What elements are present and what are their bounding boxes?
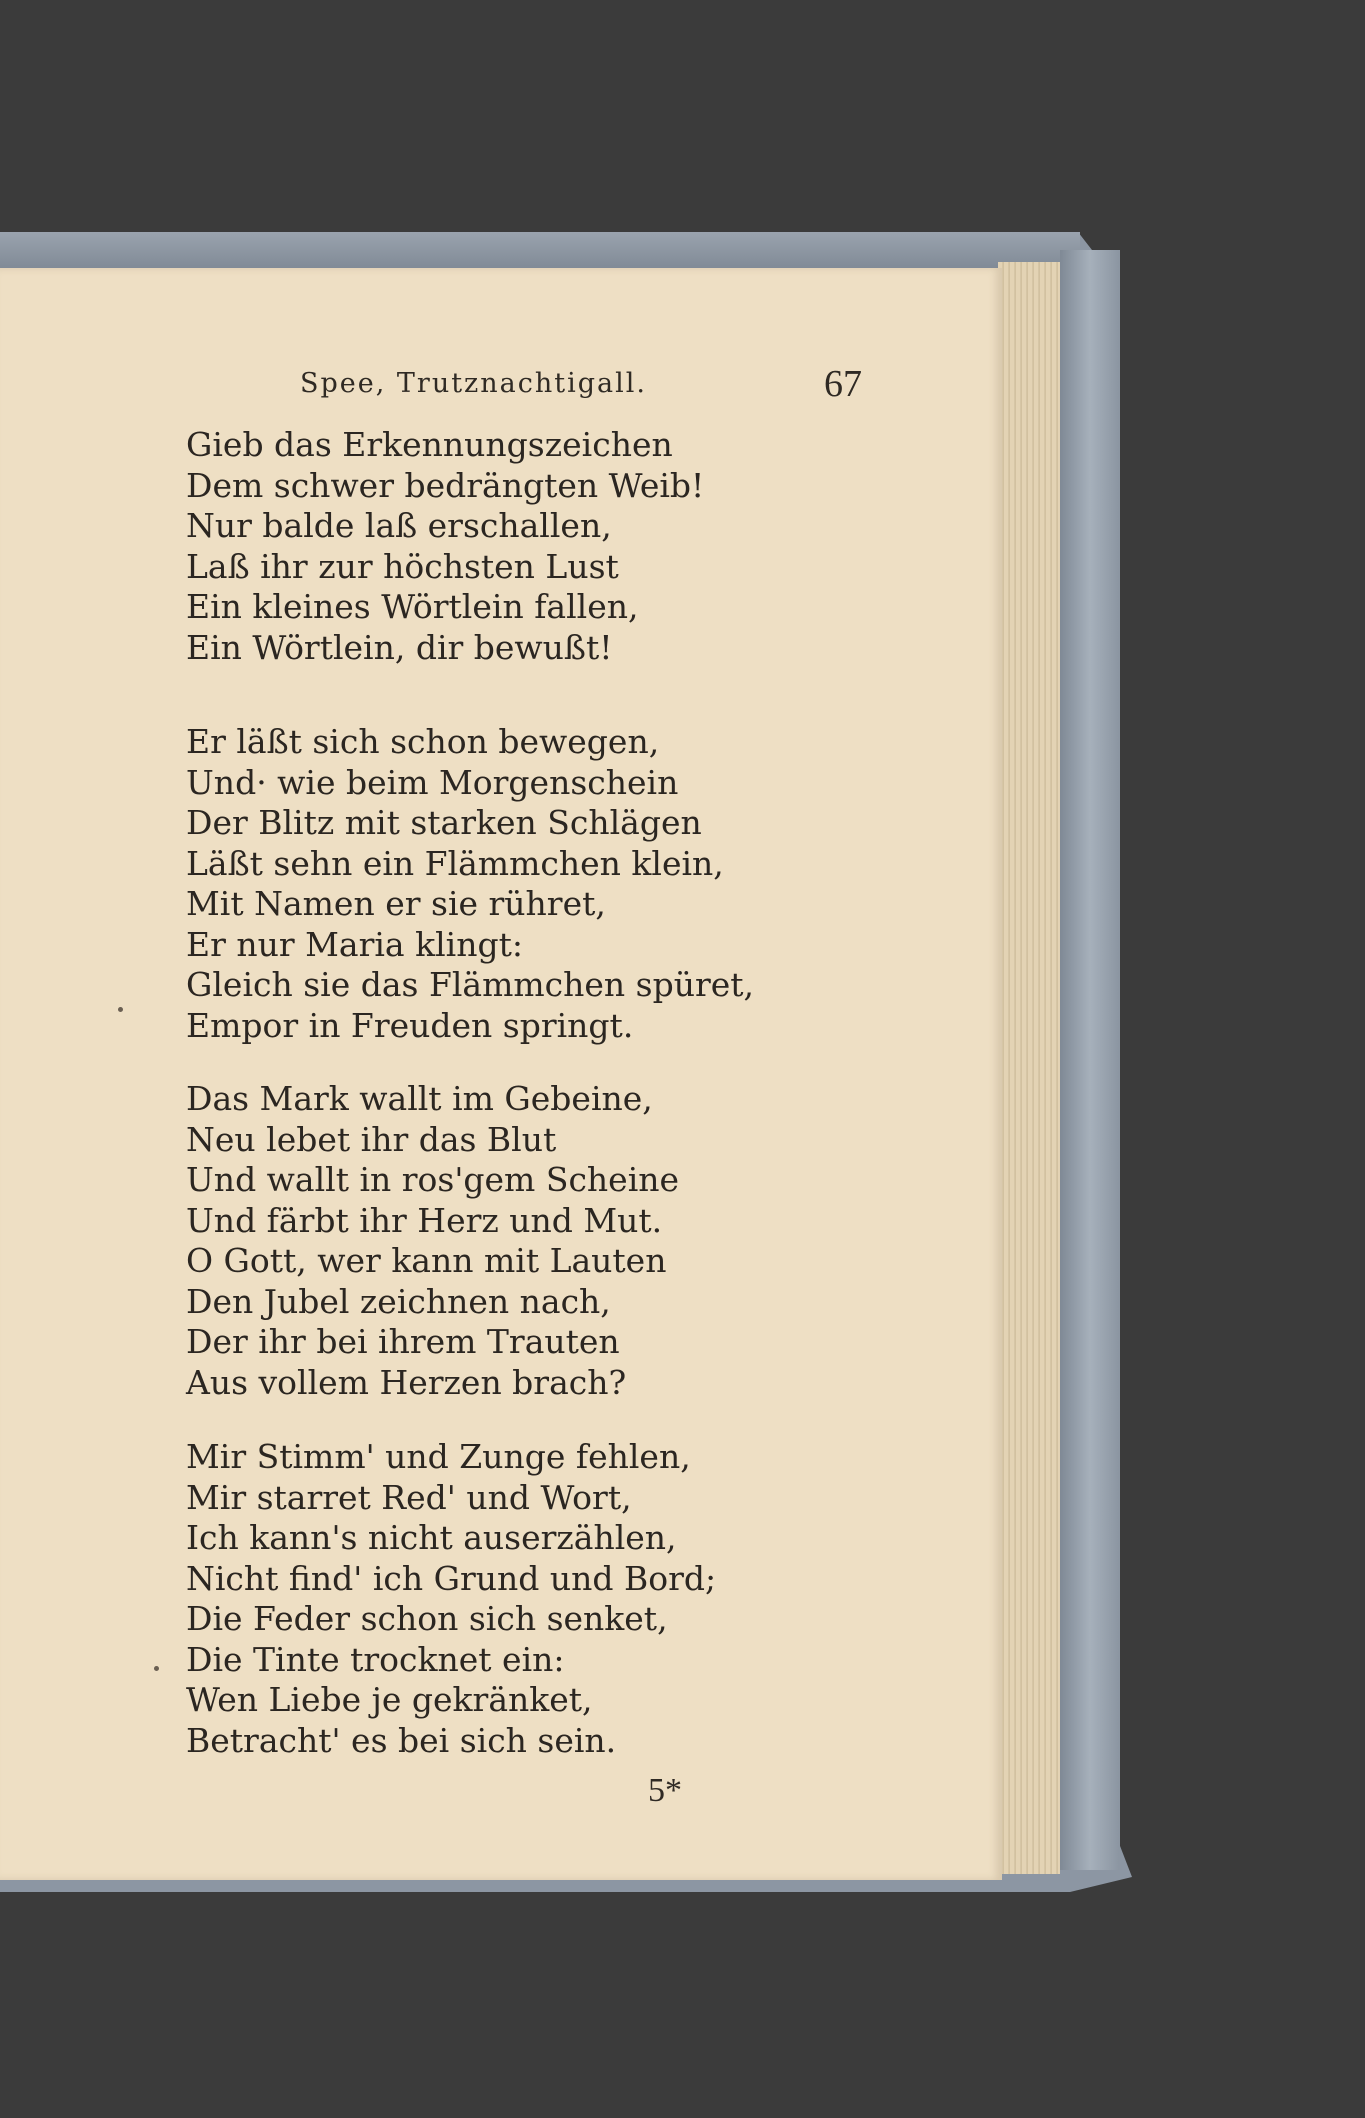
verse-line: Mir Stimm' und Zunge fehlen, bbox=[186, 1437, 691, 1476]
page-number: 67 bbox=[824, 363, 862, 405]
verse-line: Er läßt sich schon bewegen, bbox=[186, 722, 660, 761]
verse-line: Ein kleines Wörtlein fallen, bbox=[186, 587, 639, 626]
verse-line: Empor in Freuden springt. bbox=[186, 1005, 634, 1045]
verse-line: Die Tinte trocknet ein: bbox=[186, 1639, 565, 1679]
verse-line: Den Jubel zeichnen nach, bbox=[186, 1281, 611, 1321]
verse-line: Nicht find' ich Grund und Bord; bbox=[186, 1558, 717, 1598]
verse-line: Dem schwer bedrängten Weib! bbox=[186, 465, 705, 505]
verse-line: Gleich sie das Flämmchen spüret, bbox=[186, 965, 755, 1004]
verse-line: Er nur Maria klingt: bbox=[186, 924, 523, 964]
verse-line: Das Mark wallt im Gebeine, bbox=[186, 1079, 653, 1118]
running-head: Spee, Trutznachtigall. bbox=[300, 368, 647, 399]
signature-mark: 5* bbox=[648, 1772, 682, 1809]
verse-line: Ich kann's nicht auserzählen, bbox=[186, 1518, 677, 1557]
verse-line: Wen Liebe je gekränket, bbox=[186, 1680, 593, 1719]
ink-speck bbox=[118, 1007, 123, 1012]
stanza-3 bbox=[186, 1079, 679, 1403]
verse-line: Und· wie beim Morgenschein bbox=[186, 762, 679, 802]
verse-line: Die Feder schon sich senket, bbox=[186, 1599, 668, 1638]
stanza-4 bbox=[186, 1437, 716, 1761]
verse-line: Gieb das Erkennungszeichen bbox=[186, 425, 673, 464]
verse-line: Nur balde laß erschallen, bbox=[186, 506, 612, 545]
book-top-edge bbox=[0, 232, 1080, 272]
verse-line: Läßt sehn ein Flämmchen klein, bbox=[186, 843, 724, 883]
verse-line: Neu lebet ihr das Blut bbox=[186, 1119, 557, 1159]
stanza-2 bbox=[186, 722, 754, 1046]
verse-line: Mir starret Red' und Wort, bbox=[186, 1477, 632, 1517]
ink-speck bbox=[154, 1666, 159, 1671]
verse-line: Aus vollem Herzen brach? bbox=[186, 1362, 627, 1402]
verse-line: Der ihr bei ihrem Trauten bbox=[186, 1322, 620, 1361]
verse-line: Ein Wörtlein, dir bewußt! bbox=[186, 627, 613, 667]
book-spine bbox=[1060, 250, 1120, 1870]
verse-line: O Gott, wer kann mit Lauten bbox=[186, 1241, 667, 1280]
verse-line: Und wallt in ros'gem Scheine bbox=[186, 1160, 680, 1199]
verse-line: Mit Namen er sie rühret, bbox=[186, 884, 606, 923]
verse-line: Und färbt ihr Herz und Mut. bbox=[186, 1200, 663, 1240]
verse-line: Laß ihr zur höchsten Lust bbox=[186, 546, 619, 586]
stanza-1 bbox=[186, 425, 704, 668]
verse-line: Betracht' es bei sich sein. bbox=[186, 1720, 617, 1760]
verse-line: Der Blitz mit starken Schlägen bbox=[186, 803, 702, 842]
page-edges bbox=[998, 262, 1060, 1874]
